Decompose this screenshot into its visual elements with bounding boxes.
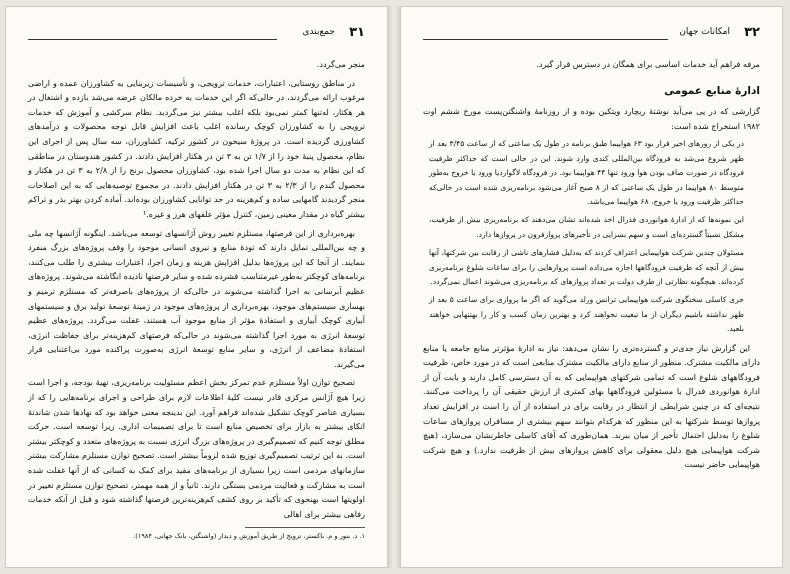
- paragraph: تصحیح توازن اولاً مستلزم عدم تمرکز بخش اعظم مسئولیت برنامه‌ریزی، تهیهٔ بودجه، و اجرا است زیرا هیچ آژانس مرکزی قادر نیست کلیهٔ اطلاعات لازم برای طراحی و اجرای برنامه‌هایی را که از بسیاری عناصر کوچک تشکیل شده‌اند فراهم آورد. این بدینجه معنی خواهد بود که نهادها شدن شاندتهٔ اتکای بیشتر به بازار برای تخصیص منابع است تا برای تصمیمات اداری. زیرا توسعه است. حرکت مطلق توجه کنیم که تصمیم‌گیری در پروژه‌های بزرگ انرژی نسبت به پروژه‌های متعدد و کوچکتر بیشتر است. به این ترتیب تصمیم‌گیری توزیع شده لزوماً بیشتر است. تصحیح توازن مستلزم مشارکت بیشتر سازمانهای مردمی است زیرا بسیاری از برنامه‌های مفید برای کمک به کسانی که از آنها غفلت شده است به مشارکت و فعالیت مردمی بستگی دارند. ثانیاً و از همه مهمتر، تصحیح توازن مستلزم تغییر در اولویتها است بهنحوی که تأکید بر روی کشف کم‌هزینه‌ترین فرصتها گذاشته شود و قبل از آنکه خدمات رفاهی بیشتر برای اهالی: [28, 377, 365, 519]
- footnote-divider: [245, 527, 365, 528]
- book-gutter: [388, 6, 400, 568]
- page-number: ۳۱: [349, 25, 365, 40]
- right-page: [400, 6, 783, 568]
- running-title: جمع‌بندی: [302, 27, 335, 37]
- lead-paragraph: گزارشی که در پی می‌آید نوشتهٔ ریچارد ویتکین بوده و از روزنامهٔ واشنگتن‌پست مورخ ششم اوت ۱۹۸۲ استخراج شده است:: [423, 106, 760, 131]
- paragraph: مرفه فراهم آید خدمات اساسی برای همگان در دسترس قرار گیرد.: [536, 59, 760, 69]
- running-title: امکانات جهان: [679, 27, 730, 37]
- section-heading: ادارهٔ منابع عمومی: [664, 84, 760, 97]
- paragraph: بهره‌برداری از این فرصتها، مستلزم تغییر روش آژانسهای توسعه می‌باشد. اینگونه آژانسها چه ملی و چه بین‌المللی تمایل دارند که تودهٔ منابع و نیروی انسانی موجود را وقف پروژه‌های بزرگ منفرد بنمایند. از آنجا که این پروژه‌ها بدلیل افزایش هزینه و زمان اجرا، اعتبارات بیشتری را طلب می‌کنند، برنامه‌های کوچکتر به‌طور غیرمتناسب فشرده شده و سایر فرصتها نادیده انگاشته می‌شوند. پروژه‌های عظیم آبرسانی به اجرا گذاشته می‌شوند در حالی‌که از پروژه‌های باصرفه‌تر که مستلزم ترمیم و بهسازی سیستم‌های موجود، بهره‌برداری از پروژه‌های موجود در زمینهٔ توسعهٔ تولید برق و سیستمهای آبیاری کوچک آبیاری و استفادهٔ مؤثر از منابع موجود آب هستند، غفلت می‌گردد. پروژه‌های عظیم توسعهٔ انرژی به مورد اجرا گذاشته می‌شوند در حالی‌که فرصتهای کم‌هزینه‌تر برای حفاظت انرژی، استفادهٔ مضاعف از انرژی، و سایر منابع توسعهٔ انرژی به‌صورت پراکنده مورد بی‌اعتنایی قرار می‌گیرند.: [28, 227, 365, 369]
- paragraph: در مناطق روستایی، اعتبارات، خدمات ترویجی، و تأسیسات زیربنایی به کشاورزان عمده و اراضی مرغوب ارائه می‌گردند، در حالی‌که اگر این خدمات به خرده مالکان عرضه می‌شد بازده و اشتغال در هر هکتار، لەتنها کمتر نمی‌بود بلکه اغلب بیشتر نیز می‌گردید. نظام سرکشی و آموزش که خدمات ترویجی را به کشاورزان کوچک رسانده اغلب باعث افزایش قابل توجه محصولات و درآمدهای کشاورزی گردیده است. در پروژهٔ سیحون در کشور ترکیه، کشاورزان، سه سال پس از اجرای این نظام، محصول پنبهٔ خود را از ۱/۷ تن به ۳ تن در هکتار افزایش دادند. در کشور هندوستان در مناطقی که این نظام به مدت دو سال اجرا شده بود، کشاورزان محصول برنج را از ۲/۸ به ۳ تن در هکتار و محصول گندم را از ۲/۳ به ۳ تن در هکتار افزایش دادند. در مجموع توصیه‌هایی که به این اصلاحات منجر گردیدند گامهایی ساده و کم‌هزینه در حد توانایی کشاورزان بوده‌اند. آماده کردن بهتر بذر و تراکم بیشتر گیاه در مقدار معینی زمین، کنترل مؤثر علفهای هرز و غیره.¹: [28, 77, 365, 219]
- quoted-paragraph: مسئولان چندین شرکت هواپیمایی اعتراف کردند که به‌دلیل فشارهای ناشی از رقابت بین شرکتها، آنها بیش از آنچه که ظرفیت فرودگاهها اجازه می‌داده است پروازهایی را برای ساعات شلوغ برنامه‌ریزی کرده‌اند. هیچگونه نظارتی از طرف دولت بر تعداد پروازهای که برنامه‌ریزی می‌شوند اعمال نمی‌گردد.: [429, 248, 744, 287]
- left-page-body: [28, 57, 365, 559]
- header-rule: [28, 39, 277, 40]
- footnote: ۱. د. بنور و م. باکستر، ترویج از طریق آموزش و دیدار (واشنگتن، بانک جهانی، ۱۹۸۴).: [133, 532, 365, 541]
- page-number: ۳۲: [744, 25, 760, 40]
- left-page: [5, 6, 388, 568]
- left-page-header: [28, 25, 365, 53]
- header-rule: [423, 39, 668, 40]
- quoted-paragraph: جری کاسلی سخنگوی شرکت هواپیمایی ترانس ورلد می‌گوید که اگر ما پروازی برای ساعت ۵ بعد از ظهر نداشته باشیم دیگران از ما تبعیت نخواهند کرد و بهترین زمان کسب و کار را بهتنهایی خواهند بلعید.: [429, 295, 744, 334]
- paragraph: منجر می‌گردد.: [316, 59, 365, 69]
- quoted-paragraph: این نمونه‌ها که از ادارهٔ هوانوردی فدرال اخذ شده‌اند نشان می‌دهند که برنامه‌ریزی بیش از ظرفیت، مشکل نسبتاً گسترده‌ای است و سهم بسزایی در تأخیرهای پروازفرون در پروازها دارد.: [429, 215, 744, 239]
- right-page-header: [423, 25, 760, 53]
- quoted-paragraph: در یکی از روزهای اخیر قرار بود ۶۳ هواپیما طبق برنامه در طول یک ساعتی که از ساعت ۳/۴۵ بعد از ظهر شروع می‌شد به فرودگاه بین‌المللی کندی وارد شوند. این در حالی است که حداکثر ظرفیت فرودگاه در صورت صاف بودن هوا ورود تنها ۴۴ هواپیما بود. در فرودگاه لاگواردیا ورود یا خروج به‌طور متوسط ۸۰ هواپیما در طول یک ساعتی که از ۸ صبح آغاز می‌شود برنامه‌ریزی شده است در حالی‌که حداکثر ظرفیت ورود یا خروج، ۶۸ هواپیما می‌باشد.: [429, 139, 744, 206]
- right-page-body: [423, 57, 760, 559]
- paragraph: این گزارش نیاز جدی‌تر و گسترده‌تری را نشان می‌دهد: نیاز به ادارهٔ مؤثرتر منابع جامعه یا منابع دارای مالکیت مشترک. منظور از منابع دارای مالکیت مشترک منابعی است که در مورد خاص، ظرفیت فرودگاههای شلوغ است که تمامی شرکتهای هواپیمایی که به آن دسترسی کامل دارند و بابت آن از ادارهٔ هوانوردی فدرال یا مسئولین فرودگاهها بهای کمتری از ارزش حقیقی آن را پرداخت می‌کنند. نتیجه‌ای که در چنین شرایطی از انتظار در رقابت برای در استفاده از آن را است در افزایش تعداد پروازها توسط شرکتها به این منظور که هرکدام بتوانند سهم بیشتری از مسافران پروازهای ساعات شلوغ را به‌دلیل احتمال تأخیر از میان ببرند. همان‌طوری که آقای کاسلی خاطرنشان می‌سازد، (هیچ شرکت هواپیمایی هیچ دلیل معقولی برای کاهش پروازهای بیش از ظرفیت ندارد.) و هیچ شرکت هواپیمایی حاضر نیست: [423, 342, 760, 470]
